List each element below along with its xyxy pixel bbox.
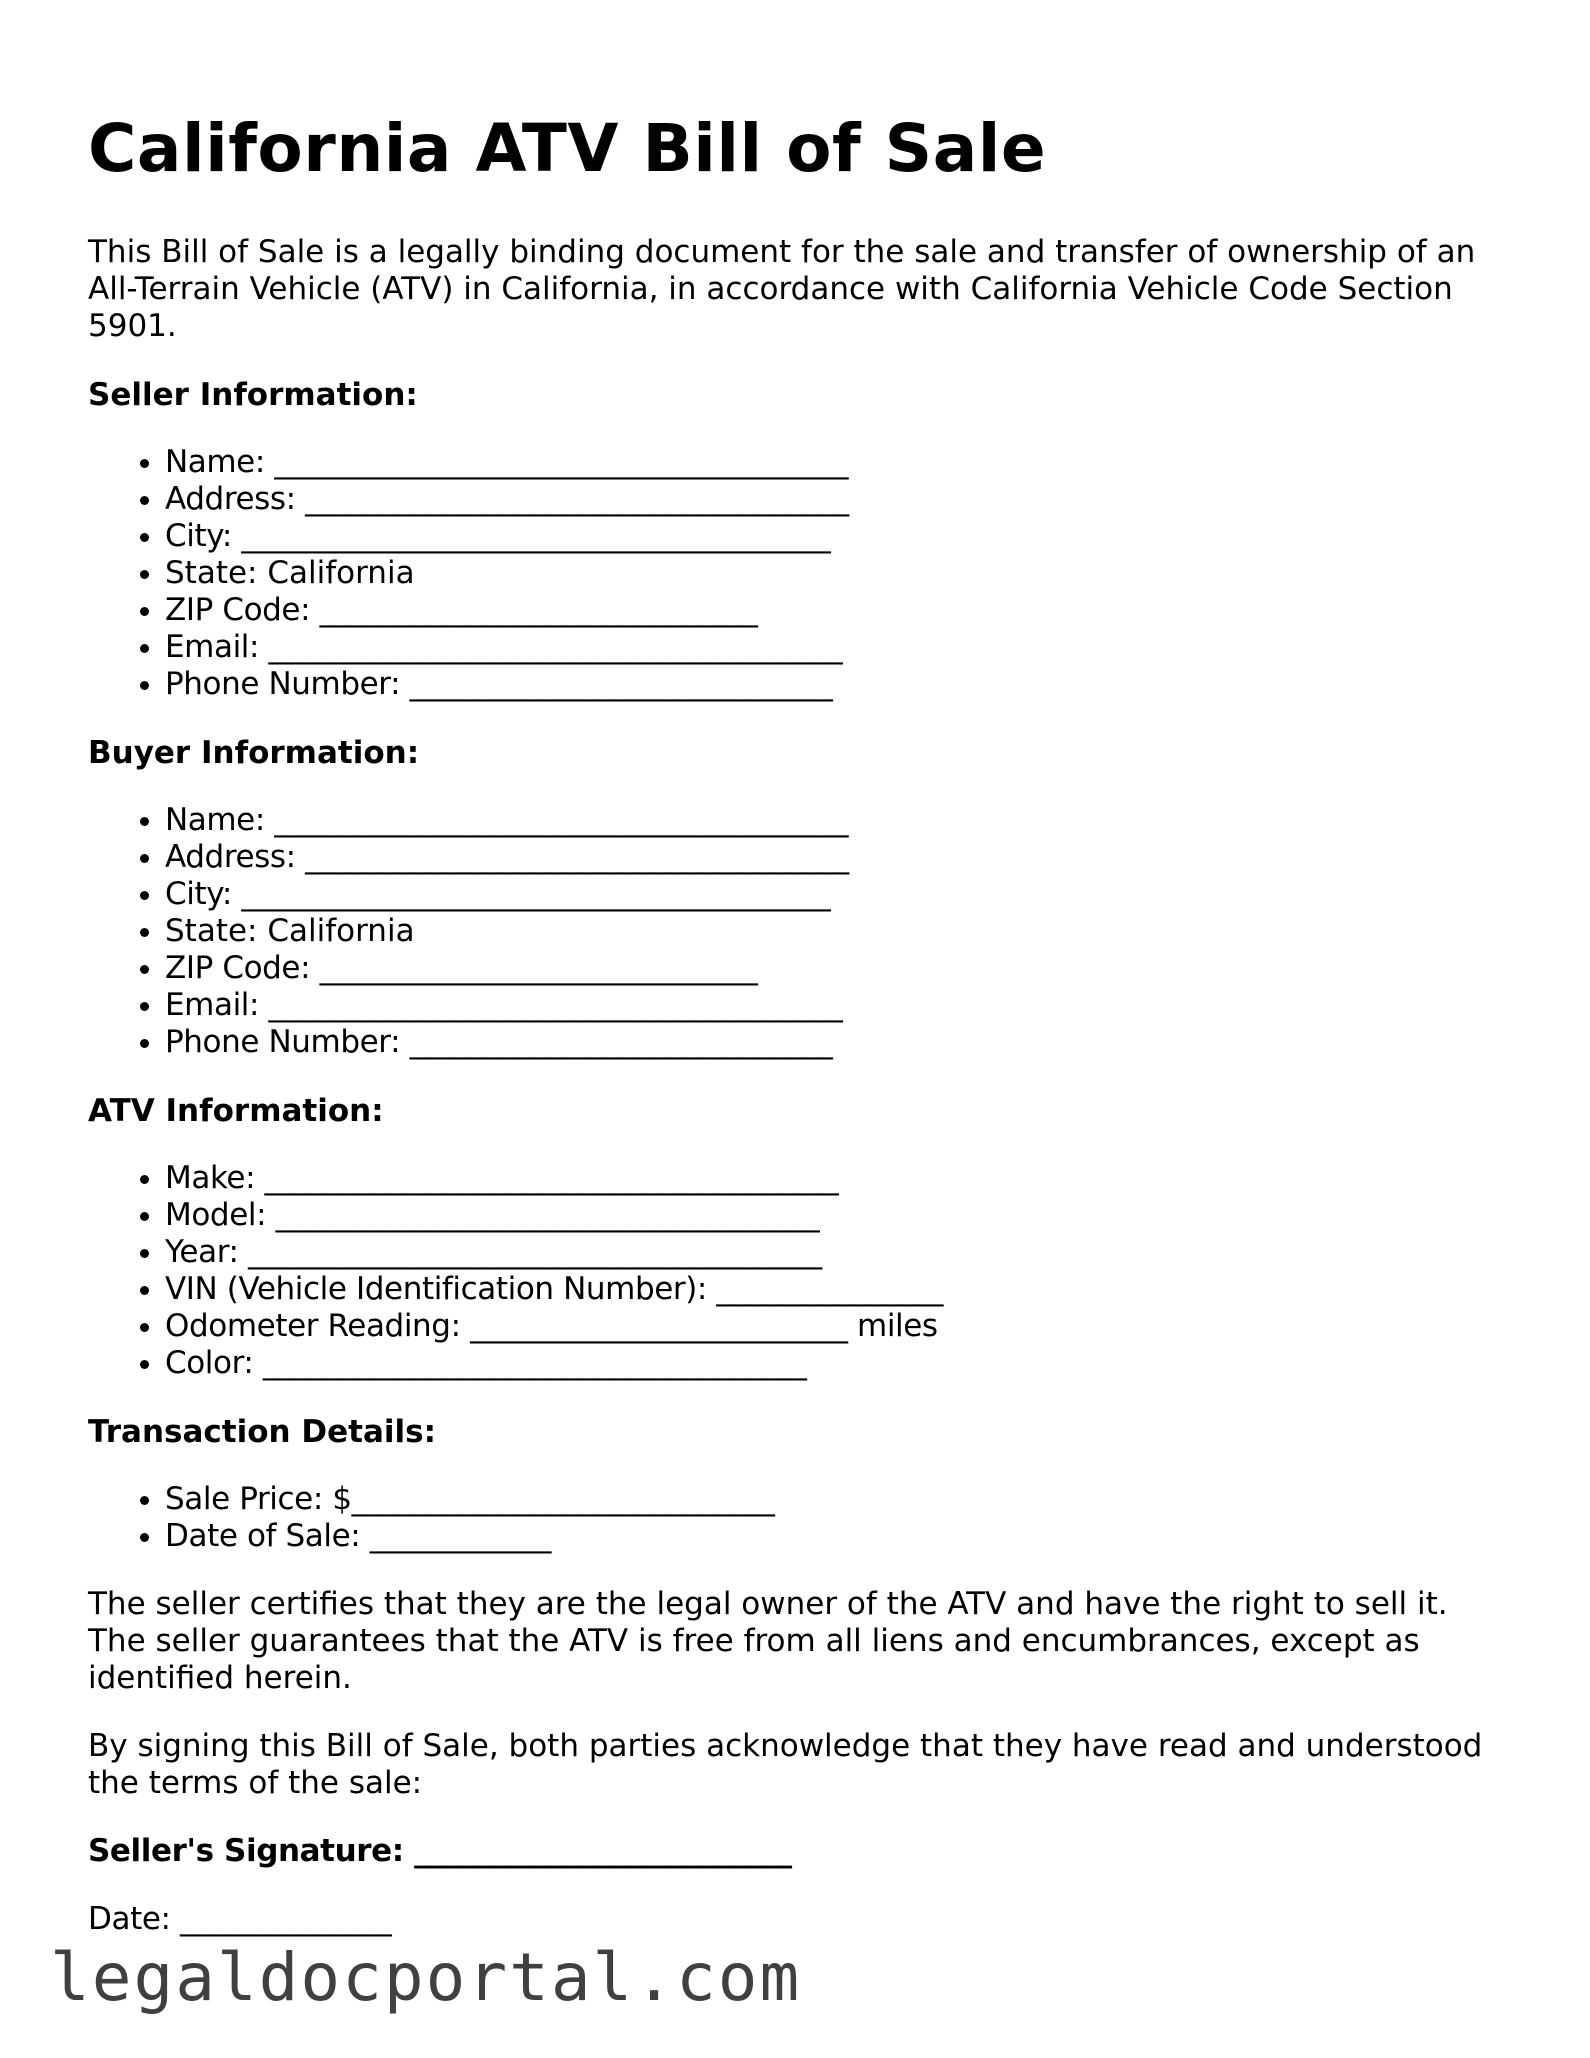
buyer-zip-field: • ZIP Code: _____________________________ [165,950,1508,987]
buyer-state-field: • State: California [165,913,1508,950]
buyer-name-field: • Name: ______________________________________ [165,802,1508,839]
atv-year-field: • Year: ______________________________________ [165,1234,1508,1271]
acknowledgement-paragraph: By signing this Bill of Sale, both parties acknowledge that they have read and understood the terms of the sale: [88,1728,1483,1801]
transaction-details-list [88,1481,1508,1555]
buyer-email-field: • Email: ______________________________________ [165,987,1508,1024]
atv-info-list [88,1160,1508,1382]
seller-email-field: • Email: ______________________________________ [165,629,1508,666]
certification-paragraph: The seller certifies that they are the legal owner of the ATV and have the right to sell it. The seller guarantees that the ATV is free from all liens and encumbrances, except as identified herein. [88,1586,1448,1696]
atv-vin-field: • VIN (Vehicle Identification Number): _______________ [165,1271,1508,1308]
sale-price-field: • Sale Price: $____________________________ [165,1481,1508,1518]
document-title: California ATV Bill of Sale [88,110,1047,187]
seller-signature-line: Seller's Signature: _________________________ [88,1833,792,1869]
intro-paragraph: This Bill of Sale is a legally binding document for the sale and transfer of ownership of an All-Terrain Vehicle (ATV) in California, in accordance with California Vehicle Code Section 5901. [88,234,1476,344]
seller-address-field: • Address: ____________________________________ [165,481,1508,518]
seller-zip-field: • ZIP Code: _____________________________ [165,592,1508,629]
seller-phone-field: • Phone Number: ____________________________ [165,666,1508,703]
seller-state-field: • State: California [165,555,1508,592]
atv-model-field: • Model: ____________________________________ [165,1197,1508,1234]
date-of-sale-field: • Date of Sale: ____________ [165,1518,1508,1555]
document-page [88,0,1508,1938]
seller-city-field: • City: _______________________________________ [165,518,1508,555]
buyer-section-heading: Buyer Information: [88,735,420,771]
atv-section-heading: ATV Information: [88,1093,384,1129]
atv-odometer-field: • Odometer Reading: _________________________ miles [165,1308,1508,1345]
watermark-text: legaldocportal.com [50,1939,802,2016]
buyer-city-field: • City: _______________________________________ [165,876,1508,913]
atv-make-field: • Make: ______________________________________ [165,1160,1508,1197]
signature-date-line: Date: ______________ [88,1901,392,1937]
transaction-section-heading: Transaction Details: [88,1414,436,1450]
buyer-address-field: • Address: ____________________________________ [165,839,1508,876]
buyer-info-list [88,802,1508,1061]
buyer-phone-field: • Phone Number: ____________________________ [165,1024,1508,1061]
seller-name-field: • Name: ______________________________________ [165,444,1508,481]
seller-info-list [88,444,1508,703]
atv-color-field: • Color: ____________________________________ [165,1345,1508,1382]
seller-section-heading: Seller Information: [88,377,418,413]
